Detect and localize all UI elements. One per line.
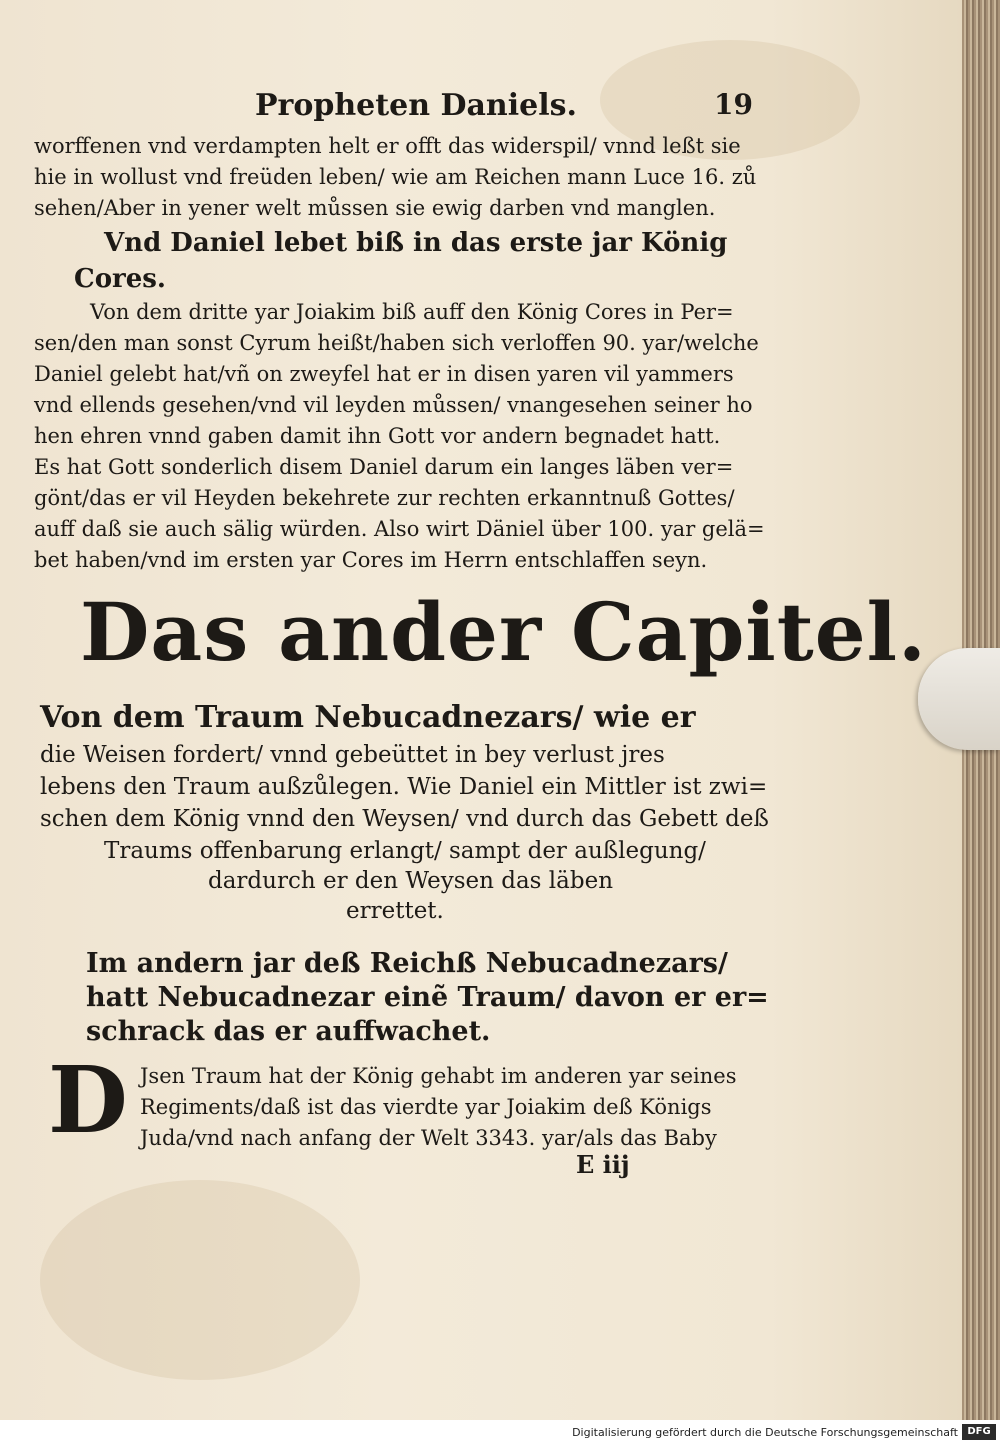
chapter-summary-line: Traums offenbarung erlangt/ sampt der außlegung/ [104,838,706,864]
text-line: gönt/das er vil Heyden bekehrete zur rechten erkanntnuß Gottes/ [34,486,735,510]
text-line: sen/den man sonst Cyrum heißt/haben sich verloffen 90. yar/welche [34,331,759,355]
text-line: hie in wollust vnd freüden leben/ wie am Reichen mann Luce 16. zů [34,165,757,189]
section-heading: Vnd Daniel lebet biß in das erste jar König [104,228,728,258]
text-line: worffenen vnd verdampten helt er offt das widerspil/ vnnd leßt sie [34,134,741,158]
text-line: Von dem dritte yar Joiakim biß auff den König Cores in Per= [90,300,734,324]
text-line: Juda/vnd nach anfang der Welt 3343. yar/als das Baby [140,1126,717,1150]
text-line: vnd ellends gesehen/vnd vil leyden můssen/ vnangesehen seiner ho [34,393,753,417]
chapter-summary-line: die Weisen fordert/ vnnd gebeüttet in bey verlust jres [40,742,665,768]
text-line: bet haben/vnd im ersten yar Cores im Herrn entschlaffen seyn. [34,548,708,572]
text-line: Jsen Traum hat der König gehabt im anderen yar seines [140,1064,737,1088]
paper-stain [40,1180,360,1380]
chapter-title: Das ander Capitel. [80,585,927,679]
chapter-summary-line: lebens den Traum außzůlegen. Wie Daniel ein Mittler ist zwi= [40,774,768,800]
chapter-summary-line: schen dem König vnnd den Weysen/ vnd durch das Gebett deß [40,806,769,832]
section-heading: Im andern jar deß Reichß Nebucadnezars/ [86,948,728,979]
page-number: 19 [714,88,753,121]
running-head: Propheten Daniels. [255,88,577,123]
text-line: hen ehren vnnd gaben damit ihn Gott vor andern begnadet hatt. [34,424,721,448]
chapter-summary-line: errettet. [346,898,444,924]
section-heading: schrack das er auffwachet. [86,1016,491,1047]
section-heading: Cores. [74,264,166,294]
section-heading: hatt Nebucadnezar einẽ Traum/ davon er er= [86,982,769,1013]
footer-credit: Digitalisierung gefördert durch die Deutsche Forschungsgemeinschaft [572,1426,958,1439]
text-line: Regiments/daß ist das vierdte yar Joiakim deß Königs [140,1095,712,1119]
chapter-summary-line: dardurch er den Weysen das läben [208,868,614,894]
text-line: sehen/Aber in yener welt můssen sie ewig darben vnd manglen. [34,196,716,220]
text-line: Es hat Gott sonderlich disem Daniel darum ein langes läben ver= [34,455,734,479]
text-line: Daniel gelebt hat/vñ on zweyfel hat er in disen yaren vil yammers [34,362,734,386]
dfg-logo: DFG [962,1424,996,1440]
chapter-summary: Von dem Traum Nebucadnezars/ wie er [40,700,696,735]
drop-cap-initial: D [48,1046,128,1154]
text-line: auff daß sie auch sälig würden. Also wirt Däniel über 100. yar gelä= [34,517,765,541]
signature-mark: E iij [576,1150,630,1179]
